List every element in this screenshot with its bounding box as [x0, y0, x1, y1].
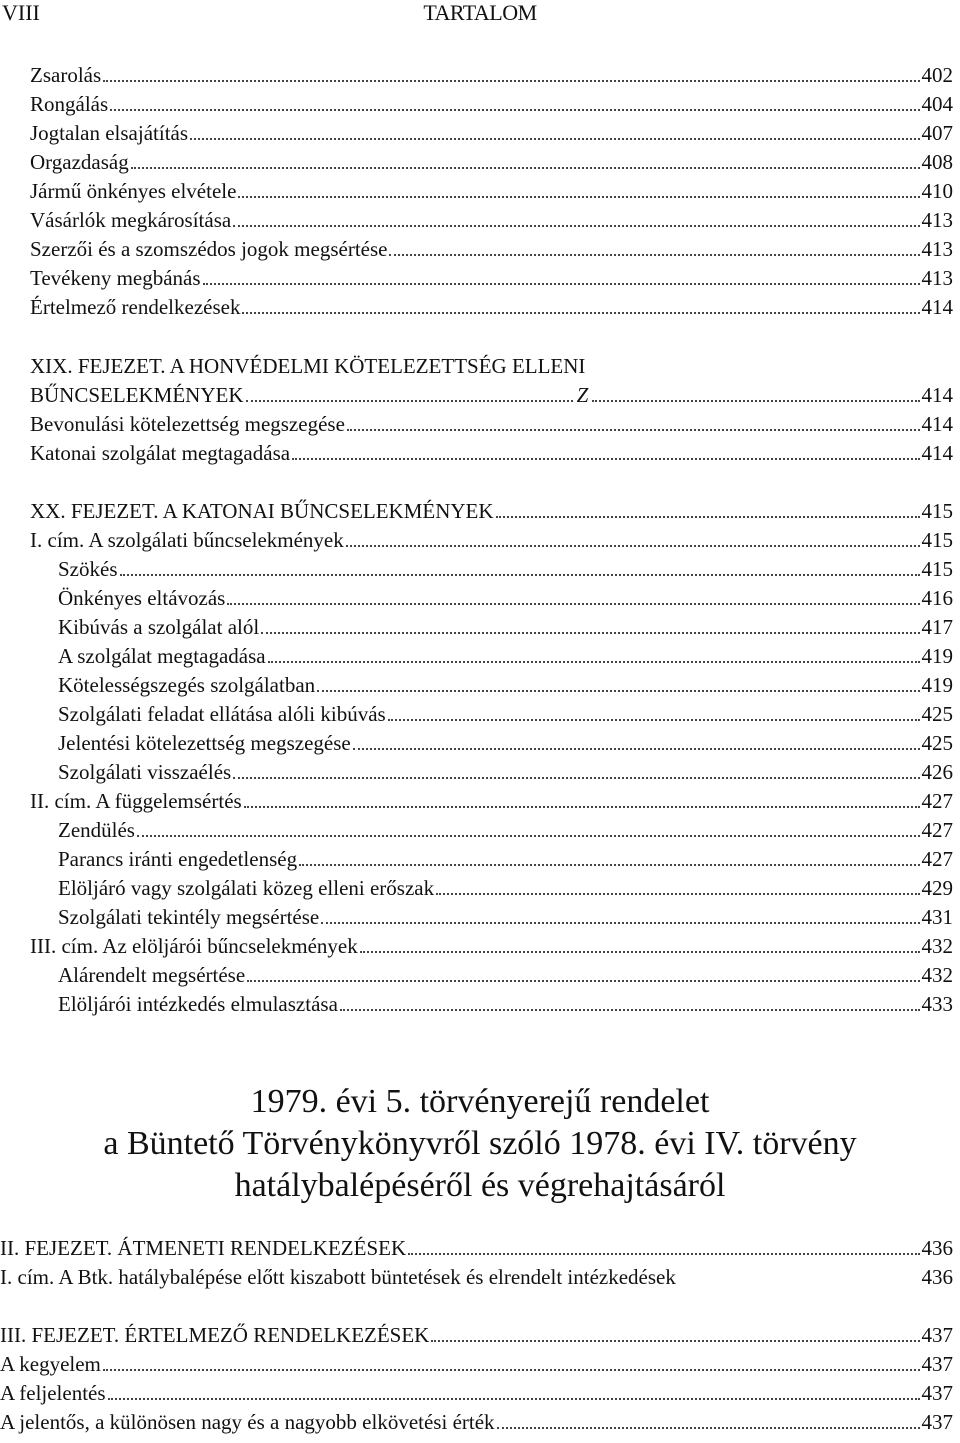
toc-entry[interactable]: Szolgálati tekintély megsértése 431 — [58, 905, 953, 929]
chapter-heading[interactable]: XX. FEJEZET. A KATONAI BŰNCSELEKMÉNYEK 415 — [30, 499, 953, 523]
toc-entry[interactable]: Önkényes eltávozás 416 — [58, 586, 953, 610]
toc-entry[interactable]: Jogtalan elsajátítás 407 — [30, 121, 953, 145]
chapter-heading[interactable]: II. FEJEZET. ÁTMENETI RENDELKEZÉSEK 436 — [0, 1236, 953, 1260]
toc-entry[interactable]: Zendülés 427 — [58, 818, 953, 842]
toc-entry[interactable]: A jelentős, a különösen nagy és a nagyobb elkövetési érték 437 — [0, 1410, 953, 1434]
running-title: TARTALOM — [423, 0, 537, 25]
section-heading[interactable]: II. cím. A függelemsértés 427 — [30, 789, 953, 813]
toc-entry[interactable]: Elöljáró vagy szolgálati közeg elleni erőszak 429 — [58, 876, 953, 900]
toc-entry[interactable]: Szerzői és a szomszédos jogok megsértése 413 — [30, 237, 953, 261]
page-header — [0, 0, 960, 30]
toc-entry[interactable]: Kötelességszegés szolgálatban 419 — [58, 673, 953, 697]
decree-title-line2: a Büntető Törvénykönyvről szóló 1978. évi IV. törvény — [103, 1125, 857, 1162]
toc-entry[interactable]: Szökés 415 — [58, 557, 953, 581]
decree-title-line3: hatálybalépéséről és végrehajtásáról — [234, 1167, 726, 1204]
toc-entry[interactable]: Értelmező rendelkezések 414 — [30, 295, 953, 319]
toc-entry[interactable]: Jelentési kötelezettség megszegése 425 — [58, 731, 953, 755]
chapter-heading[interactable]: BŰNCSELEKMÉNYEK Z 414 — [30, 383, 953, 407]
section-heading[interactable]: I. cím. A szolgálati bűncselekmények 415 — [30, 528, 953, 552]
toc-entry[interactable]: Tevékeny megbánás 413 — [30, 266, 953, 290]
toc-entry[interactable]: Szolgálati visszaélés 426 — [58, 760, 953, 784]
toc-entry[interactable]: Parancs iránti engedetlenség 427 — [58, 847, 953, 871]
toc-entry[interactable]: Rongálás 404 — [30, 92, 953, 116]
toc-entry[interactable]: A szolgálat megtagadása 419 — [58, 644, 953, 668]
page-number: VIII — [2, 0, 40, 25]
toc-entry[interactable]: Zsarolás 402 — [30, 63, 953, 87]
toc-entry[interactable]: Jármű önkényes elvétele 410 — [30, 179, 953, 203]
stray-mark: Z — [576, 383, 589, 407]
toc-entry[interactable]: Elöljárói intézkedés elmulasztása 433 — [58, 992, 953, 1016]
section-heading[interactable]: I. cím. A Btk. hatálybalépése előtt kiszabott büntetések és elrendelt intézkedések 436 — [0, 1265, 953, 1289]
section-heading[interactable]: III. cím. Az elöljárói bűncselekmények 432 — [30, 934, 953, 958]
toc-entry[interactable]: Alárendelt megsértése 432 — [58, 963, 953, 987]
chapter-heading[interactable]: III. FEJEZET. ÉRTELMEZŐ RENDELKEZÉSEK 437 — [0, 1323, 953, 1347]
toc-entry[interactable]: A kegyelem 437 — [0, 1352, 953, 1376]
toc-entry[interactable]: Kibúvás a szolgálat alól 417 — [58, 615, 953, 639]
toc-entry[interactable]: Bevonulási kötelezettség megszegése 414 — [30, 412, 953, 436]
toc-entry[interactable]: Katonai szolgálat megtagadása 414 — [30, 441, 953, 465]
toc-entry[interactable]: A feljelentés 437 — [0, 1381, 953, 1405]
toc-entry[interactable]: Vásárlók megkárosítása 413 — [30, 208, 953, 232]
toc-entry[interactable]: Orgazdaság 408 — [30, 150, 953, 174]
chapter-heading[interactable]: XIX. FEJEZET. A HONVÉDELMI KÖTELEZETTSÉG ELLENI — [30, 354, 586, 378]
toc-entry[interactable]: Szolgálati feladat ellátása alóli kibúvás 425 — [58, 702, 953, 726]
decree-title-line1: 1979. évi 5. törvényerejű rendelet — [250, 1083, 710, 1120]
